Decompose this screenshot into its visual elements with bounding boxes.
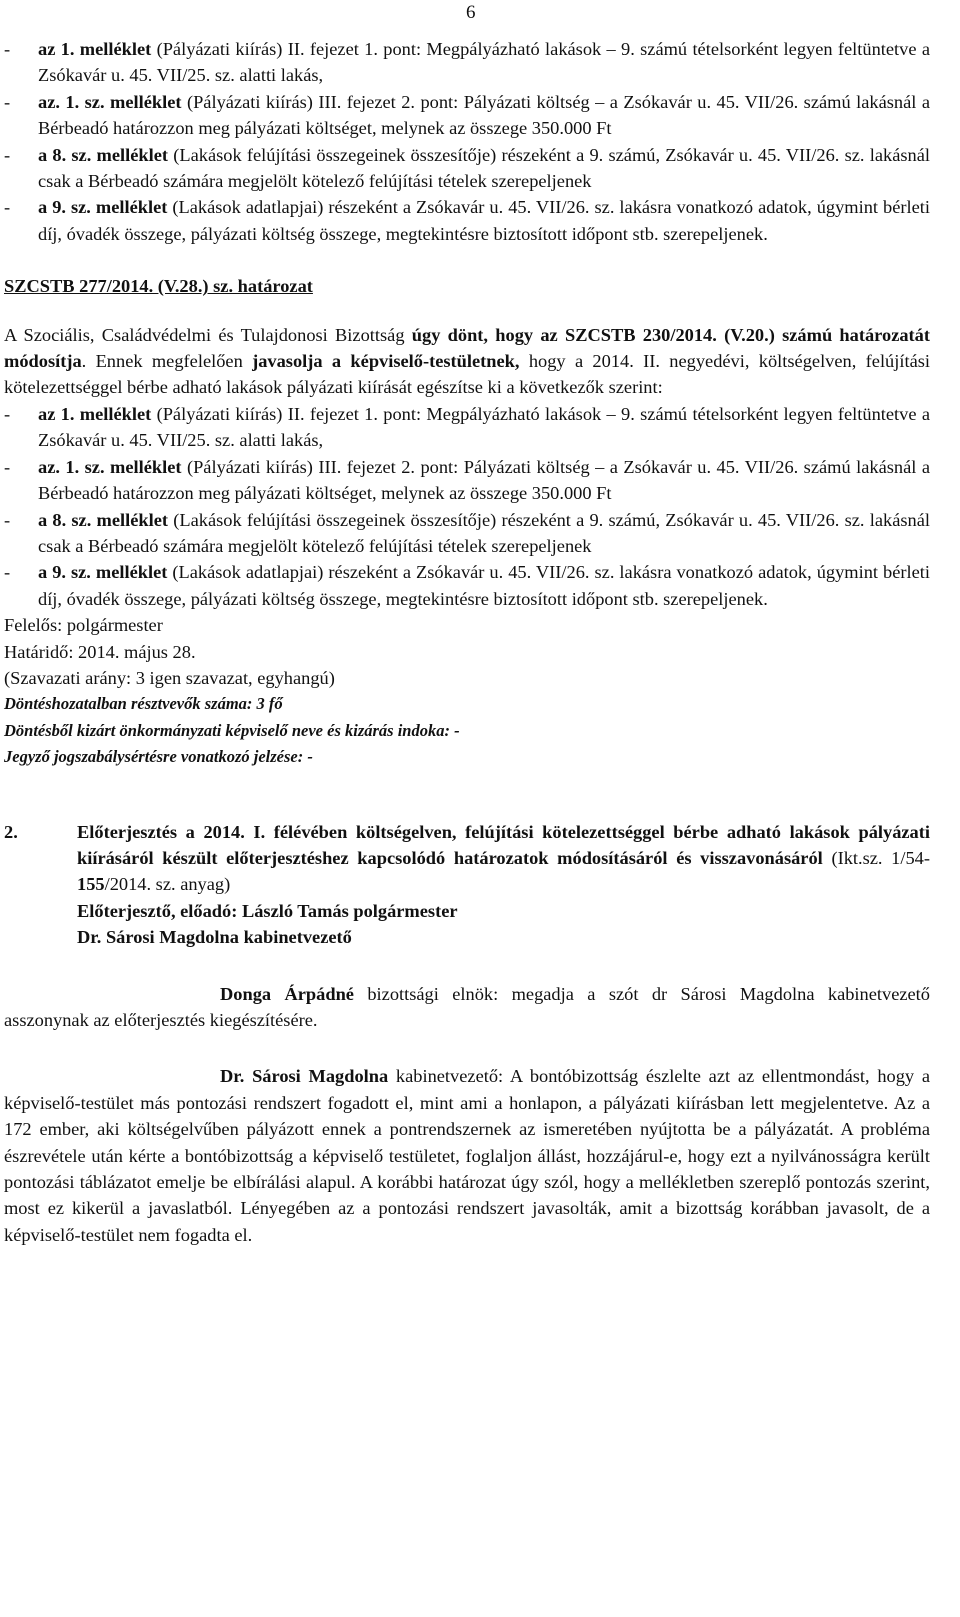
list-item: - az 1. melléklet (Pályázati kiírás) II. fejezet 1. pont: Megpályázható lakások – 9. számú tételsorként legyen feltüntetve a Zsókavár u. 45. VII/25. sz. alatti lakás, bbox=[4, 39, 930, 86]
item-text: (Pályázati kiírás) II. fejezet 1. pont: Megpályázható lakások – 9. számú tételsorként legyen feltüntetve a Zsókavár u. 45. VII/25. sz. alatti lakás, bbox=[38, 39, 930, 86]
item-bold: a 9. sz. melléklet bbox=[38, 562, 168, 583]
page-number: 6 bbox=[466, 2, 476, 23]
speech-paragraph: Dr. Sárosi Magdolna kabinetvezető: A bontóbizottság észlelte azt az ellentmondást, hogy a képviselő-testület más pontozási rendszert fogadott el, mint ami a honlapon, a pályázati kiírásban lett megjelentetve. Az a 172 ember, aki költségelvűben pályázott ennek a pontrendszernek az ismeretében nyújtotta be a pályázatát. A probléma észrevétele után kérte a bontóbizottság a képviselő testületet, foglaljon állást, hozzájárul-e, hogy ezt a nyilvánosságra került pontozási táblázatot emelje be elbírálási alapul. A korábbi határozat úgy szól, hogy a mellékletben szereplő pontozás szerint, most ez kikerül a javaslatból. Lényegében az a pontozási rendszert javasolták, amit a bizottság korábban javasolt, de a képviselő-testület nem fogadta el. bbox=[4, 1066, 930, 1245]
item-bold: az 1. melléklet bbox=[38, 403, 152, 424]
item-bold: a 8. sz. melléklet bbox=[38, 509, 169, 530]
item-text: (Lakások felújítási összegeinek összesítője) részeként a 9. számú, Zsókavár u. 45. VII/26. sz. lakásnál csak a Bérbeadó számára megjelölt kötelező felújítási tételek szerepeljenek bbox=[38, 144, 930, 192]
item-bold: az. 1. sz. melléklet bbox=[38, 91, 182, 112]
speaker-name: Dr. Sárosi Magdolna bbox=[220, 1066, 389, 1087]
notary-remark: Jegyző jogszabálysértésre vonatkozó jelzése: - bbox=[4, 747, 313, 767]
item-text: (Pályázati kiírás) II. fejezet 1. pont: Megpályázható lakások – 9. számú tételsorként legyen feltüntetve a Zsókavár u. 45. VII/25. sz. alatti lakás, bbox=[38, 403, 930, 451]
excluded-member: Döntésből kizárt önkormányzati képviselő neve és kizárás indoka: - bbox=[4, 720, 460, 740]
list-item: - az. 1. sz. melléklet (Pályázati kiírás) III. fejezet 2. pont: Pályázati költség – a Zsókavár u. 45. VII/26. számú lakásnál a Bérbeadó határozzon meg pályázati költséget, melynek az összege 350.000 Ft bbox=[4, 91, 930, 139]
list-item: - a 8. sz. melléklet (Lakások felújítási összegeinek összesítője) részeként a 9. számú, Zsókavár u. 45. VII/26. sz. lakásnál csak a Bérbeadó számára megjelölt kötelező felújítási tételek szerepeljenek bbox=[4, 509, 930, 556]
item-text: (Pályázati kiírás) III. fejezet 2. pont: Pályázati költség – a Zsókavár u. 45. VII/26. számú lakásnál a Bérbeadó határozzon meg pályázati költséget, melynek az összege 350.000 Ft bbox=[38, 91, 930, 139]
resolution-text: A Szociális, Családvédelmi és Tulajdonosi Bizottság úgy dönt, hogy az SZCSTB 230/2014. (V.20.) számú határozatát módosítja. Ennek megfelelően javasolja a képviselő-testületnek, hogy a 2014. II. negyedévi, költségelven, felújítási kötelezettséggel bérbe adható lakások pályázati kiírását egészítse ki a következők szerint: bbox=[4, 324, 931, 398]
list-item: - az 1. melléklet (Pályázati kiírás) II. fejezet 1. pont: Megpályázható lakások – 9. számú tételsorként legyen feltüntetve a Zsókavár u. 45. VII/25. sz. alatti lakás, bbox=[4, 403, 930, 451]
presenter: Előterjesztő, előadó: László Tamás polgármester bbox=[77, 900, 458, 921]
agenda-number: 2. bbox=[4, 821, 18, 842]
item-text: (Lakások felújítási összegeinek összesítője) részeként a 9. számú, Zsókavár u. 45. VII/26. sz. lakásnál csak a Bérbeadó számára megjelölt kötelező felújítási tételek szerepeljenek bbox=[38, 509, 930, 556]
list-item: - a 9. sz. melléklet (Lakások adatlapjai) részeként a Zsókavár u. 45. VII/26. sz. lakásra vonatkozó adatok, úgymint bérleti díj, óvadék összege, pályázati költség összege, megtekintésre biztosított időpont stb. szerepeljenek. bbox=[4, 562, 930, 609]
intro-list bbox=[4, 36, 930, 247]
speech-paragraph: Donga Árpádné bizottsági elnök: megadja a szót dr Sárosi Magdolna kabinetvezető asszonynak az előterjesztés kiegészítésére. bbox=[4, 983, 930, 1030]
item-text: (Lakások adatlapjai) részeként a Zsókavár u. 45. VII/26. sz. lakásra vonatkozó adatok, úgymint bérleti díj, óvadék összege, pályázati költség összege, megtekintésre biztosított időpont stb. szerepeljenek. bbox=[38, 197, 930, 244]
item-bold: a 8. sz. melléklet bbox=[38, 144, 169, 165]
item-bold: az. 1. sz. melléklet bbox=[38, 456, 182, 477]
item-text: (Pályázati kiírás) III. fejezet 2. pont: Pályázati költség – a Zsókavár u. 45. VII/26. számú lakásnál a Bérbeadó határozzon meg pályázati költséget, melynek az összege 350.000 Ft bbox=[38, 456, 930, 504]
speaker-name: Donga Árpádné bbox=[220, 983, 354, 1004]
agenda-title: Előterjesztés a 2014. I. félévében költségelven, felújítási kötelezettséggel bérbe adható lakások pályázati kiírásáról készült előterjesztéshez kapcsolódó határozatok módosításáról és visszavonásáról bbox=[77, 821, 930, 868]
deadline: Határidő: 2014. május 28. bbox=[4, 641, 196, 662]
item-text: (Lakások adatlapjai) részeként a Zsókavár u. 45. VII/26. sz. lakásra vonatkozó adatok, úgymint bérleti díj, óvadék összege, pályázati költség összege, megtekintésre biztosított időpont stb. szerepeljenek. bbox=[38, 562, 930, 609]
item-bold: a 9. sz. melléklet bbox=[38, 197, 168, 218]
list-item: - az. 1. sz. melléklet (Pályázati kiírás) III. fejezet 2. pont: Pályázati költség – a Zsókavár u. 45. VII/26. számú lakásnál a Bérbeadó határozzon meg pályázati költséget, melynek az összege 350.000 Ft bbox=[4, 456, 930, 504]
list-item: - a 9. sz. melléklet (Lakások adatlapjai) részeként a Zsókavár u. 45. VII/26. sz. lakásra vonatkozó adatok, úgymint bérleti díj, óvadék összege, pályázati költség összege, megtekintésre biztosított időpont stb. szerepeljenek. bbox=[4, 197, 930, 244]
resolution-list bbox=[4, 401, 930, 612]
item-bold: az 1. melléklet bbox=[38, 39, 152, 59]
list-item: - a 8. sz. melléklet (Lakások felújítási összegeinek összesítője) részeként a 9. számú, Zsókavár u. 45. VII/26. sz. lakásnál csak a Bérbeadó számára megjelölt kötelező felújítási tételek szerepeljenek bbox=[4, 144, 930, 192]
vote-ratio: (Szavazati arány: 3 igen szavazat, egyhangú) bbox=[4, 667, 335, 688]
resolution-title: SZCSTB 277/2014. (V.28.) sz. határozat bbox=[4, 276, 313, 297]
participants-count: Döntéshozatalban résztvevők száma: 3 fő bbox=[4, 694, 283, 714]
cabinet-head: Dr. Sárosi Magdolna kabinetvezető bbox=[77, 927, 352, 948]
responsible: Felelős: polgármester bbox=[4, 615, 163, 636]
agenda-item-2: 2. Előterjesztés a 2014. I. félévében költségelven, felújítási kötelezettséggel bérbe adható lakások pályázati kiírásáról készült előterjesztéshez kapcsolódó határozatok módosításáról és visszavonásáról (Ikt.sz. 1/54-155/2014. sz. anyag) bbox=[4, 819, 930, 898]
document-body bbox=[4, 36, 930, 1248]
